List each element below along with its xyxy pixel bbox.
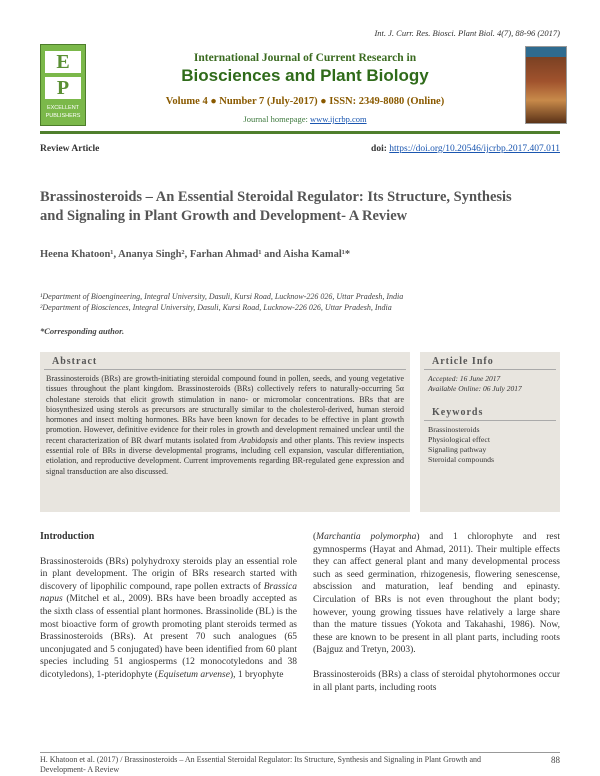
footer-rule: [40, 752, 560, 753]
article-info-heading: Article Info: [424, 352, 556, 370]
logo-letter-e: E: [45, 51, 81, 73]
authors: Heena Khatoon¹, Ananya Singh², Farhan Ahmad¹ and Aisha Kamal¹*: [40, 249, 351, 260]
running-head: Int. J. Curr. Res. Biosci. Plant Biol. 4(7), 88-96 (2017): [374, 28, 560, 38]
doi: [371, 144, 560, 154]
logo-letter-p: P: [45, 77, 81, 99]
footer-citation: H. Khatoon et al. (2017) / Brassinosteroids – An Essential Steroidal Regulator: Its Structure, Synthesis and Signaling in Plant Growth and Development- A Review: [40, 755, 482, 774]
page-number: 88: [551, 755, 560, 765]
logo-line1: EXCELLENT: [46, 105, 80, 111]
journal-title-main: Biosciences and Plant Biology: [181, 66, 429, 85]
keywords-heading: Keywords: [424, 403, 556, 421]
keyword-item: Signaling pathway: [428, 445, 487, 454]
abstract-heading: Abstract: [44, 352, 406, 370]
journal-volume: Volume 4 ● Number 7 (July-2017) ● ISSN: 2349-8080 (Online): [165, 96, 445, 107]
keyword-item: Physiological effect: [428, 435, 490, 444]
journal-homepage: [100, 114, 510, 124]
homepage-label: Journal homepage:: [243, 114, 310, 124]
journal-title-top: International Journal of Current Research in: [193, 52, 417, 64]
abstract-text: Brassinosteroids (BRs) are growth-initiating steroidal compound found in pollen, seeds, and young vegetative tissues throughout the plant kingdom. Brassinosteroids (BRs) collectively refers to naturally-occurring 5α cholestane steroids that elicit growth stimulation in nano- or micromolar concentrations. BRs that are biosynthesized using sterols as precursors are structurally similar to the cholesterol-derived, human steroid hormones and insect molting hormones. BRs have been known for decades to be effective in plant growth promotion. However, definitive evidence for their roles in growth and development remained unclear until the recent characterization of BR dwarf mutants isolated from Arabidopsis and other plants. This review inspects essential role of BRs in diverse developmental programs, including cell expansion, vascular differentiation, etiolation, and reproductive development. Current improvements regarding BR-regulated gene expression and signal transduction are also discussed.: [46, 374, 404, 476]
corresponding-author: *Corresponding author.: [40, 326, 125, 336]
article-info-box: [420, 352, 560, 512]
abstract-box: [40, 352, 410, 512]
journal-cover-image: [525, 46, 567, 124]
right-paragraph-2: Brassinosteroids (BRs) a class of steroidal phytohormones occur in all plant parts, including roots: [313, 669, 560, 693]
article-title-line1: Brassinosteroids – An Essential Steroidal Regulator: Its Structure, Synthesis: [40, 189, 512, 205]
right-column: [313, 531, 560, 694]
publisher-logo: [40, 44, 86, 126]
article-title-line2: and Signaling in Plant Growth and Development- A Review: [40, 208, 408, 224]
keyword-item: Brassinosteroids: [428, 425, 480, 434]
homepage-link[interactable]: www.ijcrbp.com: [310, 114, 367, 124]
header-rule: [40, 131, 560, 134]
affiliation-1: ¹Department of Bioengineering, Integral University, Dasuli, Kursi Road, Lucknow-226 026, Uttar Pradesh, India: [40, 292, 404, 301]
keyword-item: Steroidal compounds: [428, 455, 495, 464]
article-title: [40, 188, 560, 226]
article-type: Review Article: [40, 144, 100, 154]
left-column: [40, 531, 297, 682]
intro-paragraph-1: Brassinosteroids (BRs) polyhydroxy steroids play an essential role in plant development. The origin of BRs research started with discovery of lipophilic compound, rape pollen extracts of Brassica napus (Mitchel et al., 2009). BRs have been broadly accepted as the sixth class of essential plant hormones. Brassinolide (BL) is the most bioactive form of growth promoting plant steroids termed as Brassinosteroids (BRs). At present 70 such analogues (65 unconjugated and 5 conjugated) have been identified from 60 plant species including 51 angiosperms (12 monocotyledons and 38 dicotyledons), 1-pteridophyte (Equisetum arvense), 1 bryophyte: [40, 556, 297, 680]
intro-heading: Introduction: [40, 531, 95, 542]
doi-label: doi:: [371, 144, 390, 154]
right-paragraph-1: (Marchantia polymorpha) and 1 chlorophyte and rest gymnosperms (Hayat and Ahmad, 2011). Their multiple effects they can affect general plant and many developmental process such as seed germination, rhizogenesis, flowering senescense, abscission and maturation, leaf bending and epinasty. Circulation of BRs is not even throughout the plant body; however, young growing tissues have relatively a large share than the mature tissues (Yokota and Takahashi, 1986). Now, these are known to be present in all plant parts, including roots (Bajguz and Tretyn, 2003).: [313, 532, 560, 656]
available-date: Available Online: 06 July 2017: [428, 383, 522, 393]
logo-line2: PUBLISHERS: [45, 113, 81, 119]
accepted-date: Accepted: 16 June 2017: [428, 374, 501, 383]
affiliation-2: ²Department of Biosciences, Integral University, Dasuli, Kursi Road, Lucknow-226 026, Uttar Pradesh, India: [40, 303, 392, 312]
doi-link[interactable]: https://doi.org/10.20546/ijcrbp.2017.407.011: [389, 144, 560, 154]
